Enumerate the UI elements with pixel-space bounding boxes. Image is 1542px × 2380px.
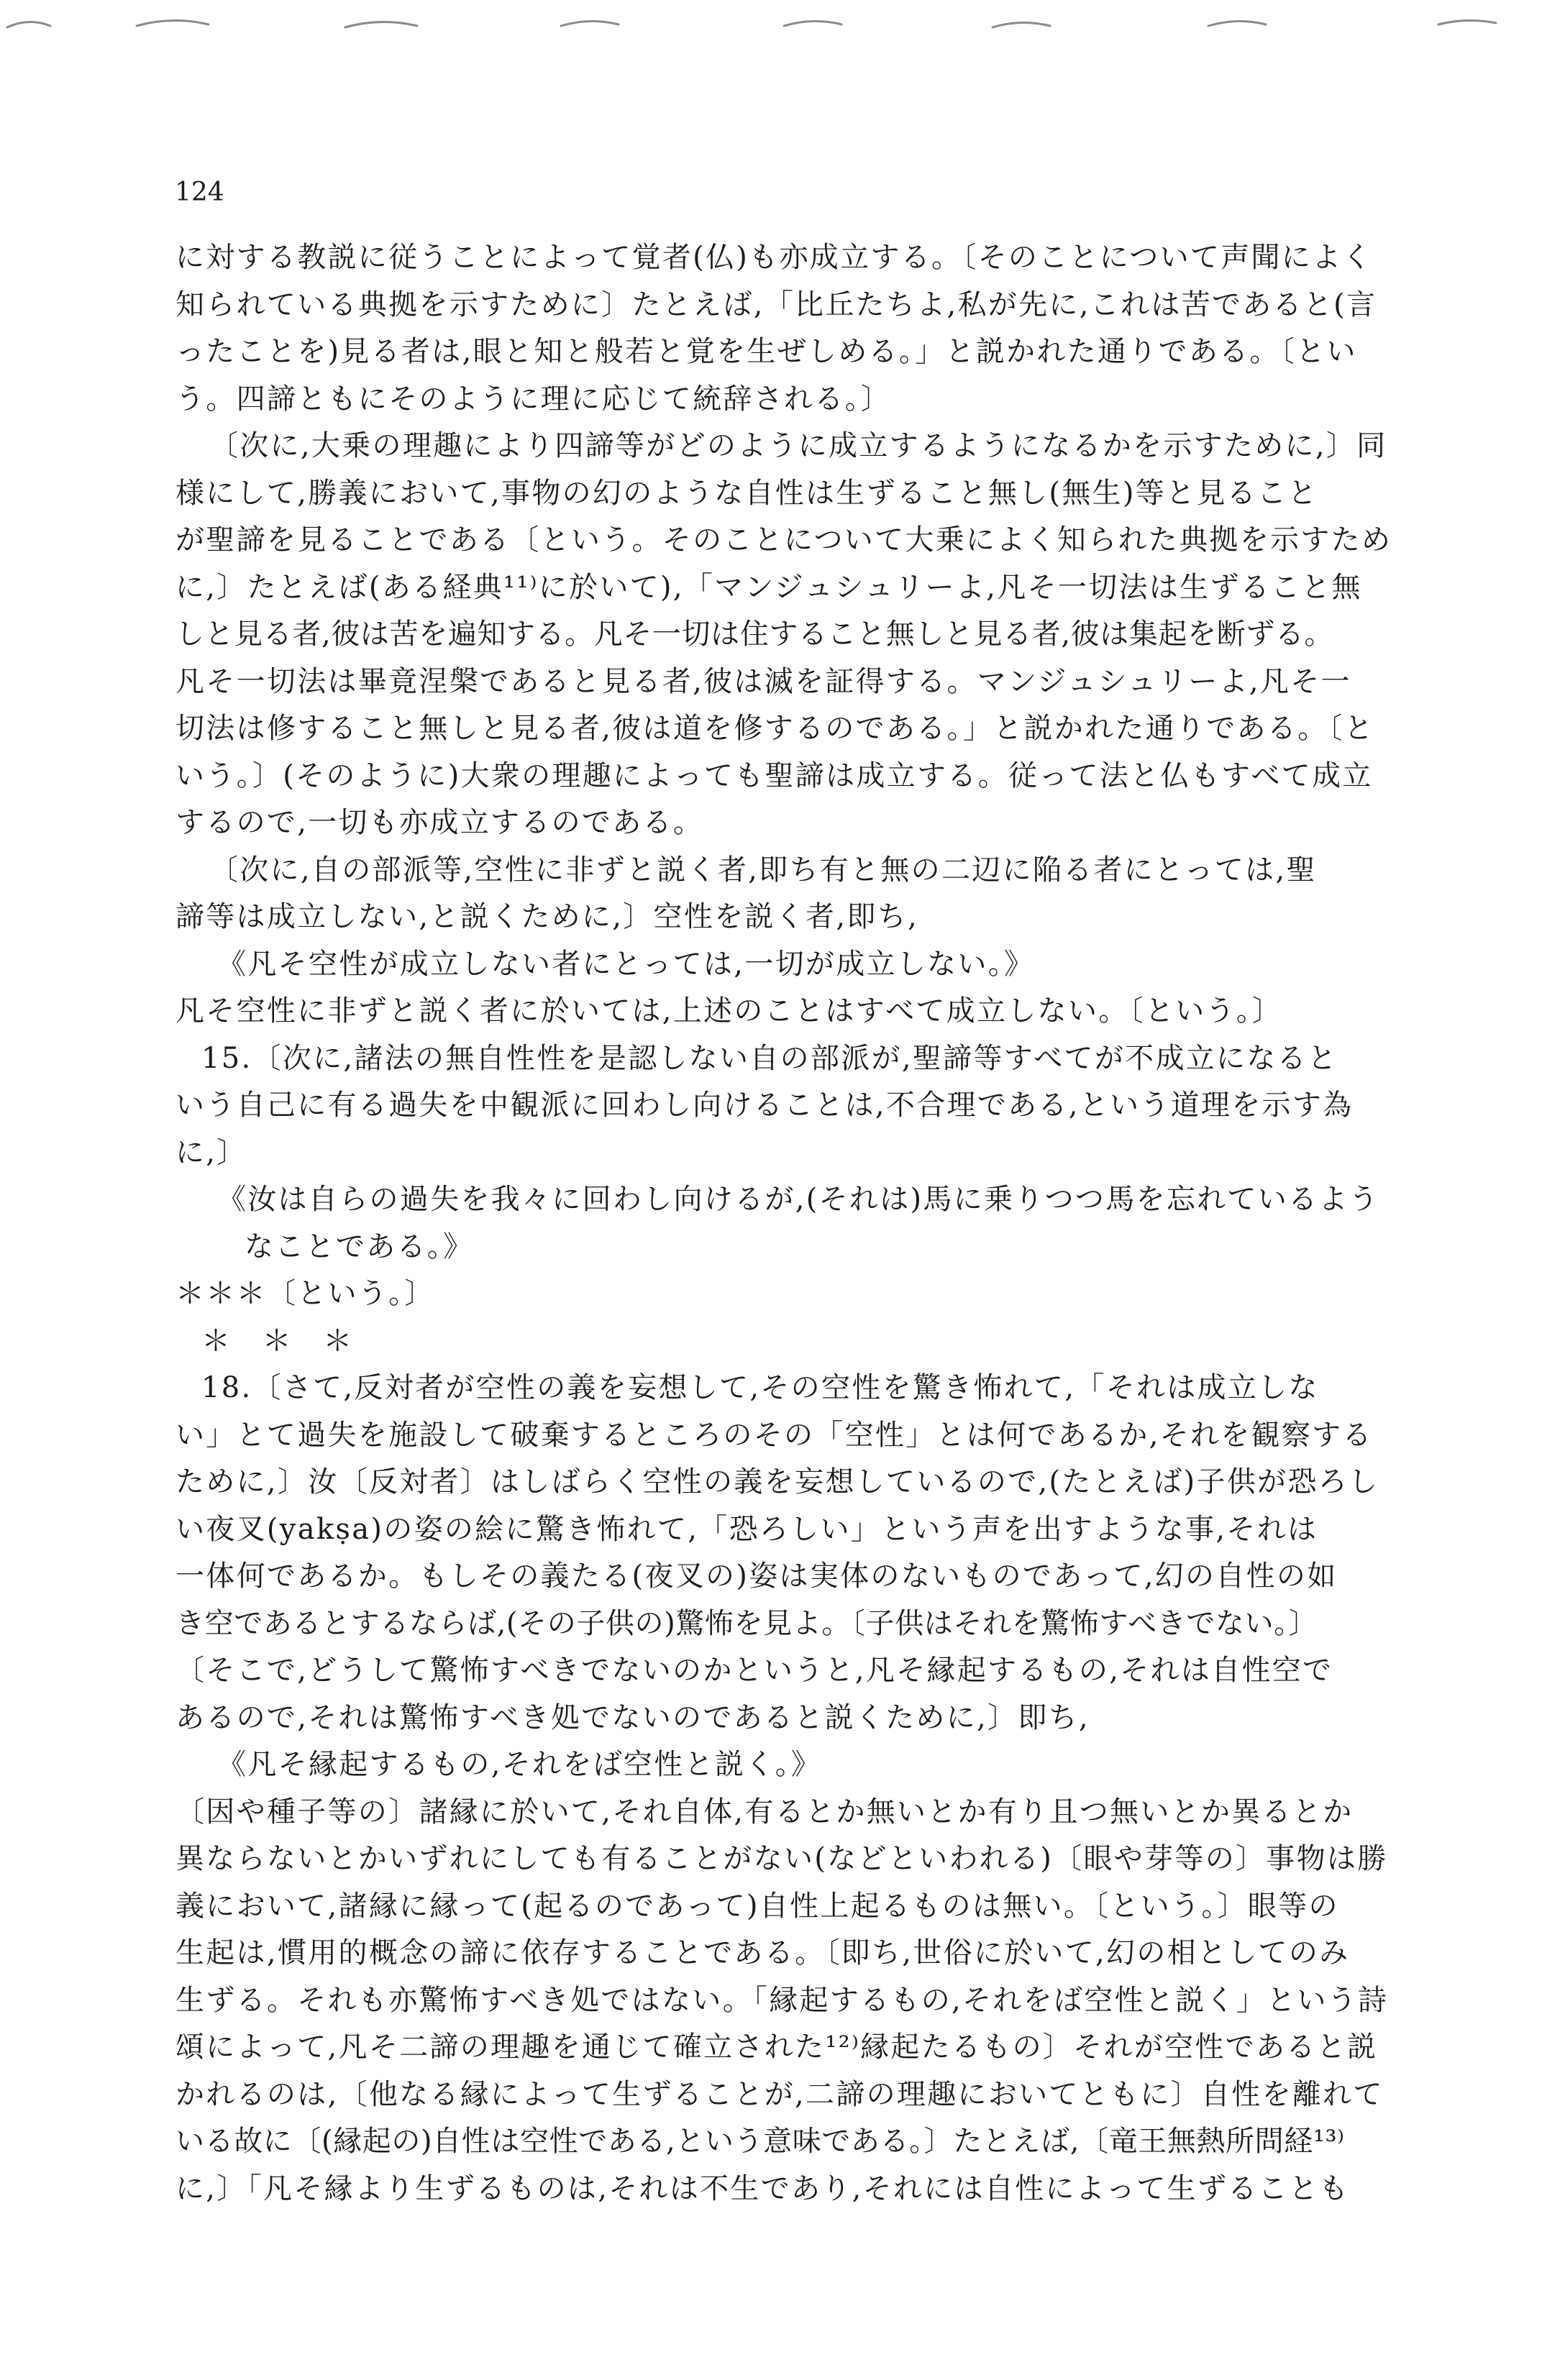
text-line: 諦等は成立しない,と説くために,〕空性を説く者,即ち, [175,900,918,933]
text-line: 凡そ一切法は畢竟涅槃であると見る者,彼は滅を証得する。マンジュシュリーよ,凡そ一 [175,664,1351,698]
text-line: 生ずる。それも亦驚怖すべき処ではない。「縁起するもの,それをば空性と説く」という詩 [175,1983,1389,2017]
quoted-verse: 《凡そ空性が成立しない者にとっては,一切が成立しない。》 [217,947,1035,981]
text-line: かれるのは,〔他なる縁によって生ずることが,二諦の理趣においてともに〕自性を離れて [175,2077,1384,2111]
text-line: するので,一切も亦成立するのである。 [175,806,704,839]
section-18-heading: 18.〔さて,反対者が空性の義を妄想して,その空性を驚き怖れて,「それは成立しな [201,1371,1319,1404]
text-line: い」とて過失を施設して破棄するところのその「空性」とは何であるか,それを観察する [175,1418,1373,1452]
text-line: が聖諦を見ることである〔という。そのことについて大乗によく知られた典拠を示すため [175,523,1392,557]
text-line: あるので,それは驚怖すべき処でないのであると説くために,〕即ち, [175,1701,1090,1734]
section-separator: ＊ ＊ ＊ [201,1324,354,1358]
text-line: 異ならないとかいずれにしても有ることがない(などといわれる)〔眼や芽等の〕事物は勝 [175,1842,1388,1875]
text-line: に対する教説に従うことによって覚者(仏)も亦成立する。〔そのことについて声聞によく [175,241,1373,274]
text-line: 〔次に,大乗の理趣により四諦等がどのように成立するようになるかを示すために,〕同 [209,429,1387,462]
quoted-verse: なことである。》 [245,1230,474,1263]
text-line: 凡そ空性に非ずと説く者に於いては,上述のことはすべて成立しない。〔という。〕 [175,994,1283,1027]
page-number: 124 [175,178,224,207]
text-line: 一体何であるか。もしその義たる(夜叉の)姿は実体のないものであって,幻の自性の如 [175,1560,1338,1593]
text-line: い夜叉(yakṣa)の姿の絵に驚き怖れて,「恐ろしい」という声を出すような事,それは [175,1512,1318,1546]
text-line: に,〕たとえば(ある経典¹¹⁾に於いて),「マンジュシュリーよ,凡そ一切法は生ずること無 [175,570,1362,604]
text-line: ＊＊＊〔という。〕 [175,1277,435,1310]
quoted-verse: 《凡そ縁起するもの,それをば空性と説く。》 [217,1748,822,1781]
text-line: 頌によって,凡そ二諦の理趣を通じて確立された¹²⁾縁起たるもの〕それが空性であると説 [175,2031,1378,2064]
text-line: ために,〕汝〔反対者〕はしばらく空性の義を妄想しているので,(たとえば)子供が恐ろし [175,1465,1379,1498]
text-line: に,〕「凡そ縁より生ずるものは,それは不生であり,それには自性によって生ずることも [175,2171,1350,2205]
text-line: いう。〕(そのように)大衆の理趣によっても聖諦は成立する。従って法と仏もすべて成立 [175,759,1373,792]
body-text [175,234,1427,2212]
text-line: いる故に〔(縁起の)自性は空性である,という意味である。〕たとえば,〔竜王無熱所問経¹³⁾ [175,2125,1345,2158]
text-line: いう自己に有る過失を中観派に回わし向けることは,不合理である,という道理を示す為 [175,1089,1354,1122]
text-line: 〔次に,自の部派等,空性に非ずと説く者,即ち有と無の二辺に陥る者にとっては,聖 [209,853,1317,887]
text-line: 知られている典拠を示すために〕たとえば,「比丘たちよ,私が先に,これは苦であると(言 [175,288,1377,321]
text-line: き空であるとするならば,(その子供の)驚怖を見よ。〔子供はそれを驚怖すべきでない。〕 [175,1606,1318,1640]
scan-edge-decoration [0,0,1542,43]
section-15-heading: 15.〔次に,諸法の無自性性を是認しない自の部派が,聖諦等すべてが不成立になると [201,1041,1338,1075]
text-line: 切法は修すること無しと見る者,彼は道を修するのである。」と説かれた通りである。〔と [175,712,1375,745]
text-line: 〔そこで,どうして驚怖すべきでないのかというと,凡そ縁起するもの,それは自性空で [175,1654,1333,1687]
text-line: 様にして,勝義において,事物の幻のような自性は生ずること無し(無生)等と見ること [175,476,1318,510]
text-line: う。四諦ともにそのように理に応じて統辞される。〕 [175,382,892,416]
text-line: 義において,諸縁に縁って(起るのであって)自性上起るものは無い。〔という。〕眼等の [175,1889,1339,1923]
quoted-verse: 《汝は自らの過失を我々に回わし向けるが,(それは)馬に乗りつつ馬を忘れているよう [217,1183,1379,1216]
text-line: しと見る者,彼は苦を遍知する。凡そ一切は住すること無しと見る者,彼は集起を断ずる。 [175,618,1334,651]
text-line: ったことを)見る者は,眼と知と般若と覚を生ぜしめる。」と説かれた通りである。〔とい [175,335,1357,368]
text-line: 〔因や種子等の〕諸縁に於いて,それ自体,有るとか無いとか有り且つ無いとか異るとか [175,1795,1354,1829]
text-line: に,〕 [175,1135,247,1169]
text-line: 生起は,慣用的概念の諦に依存することである。〔即ち,世俗に於いて,幻の相としてのみ [175,1936,1350,1969]
